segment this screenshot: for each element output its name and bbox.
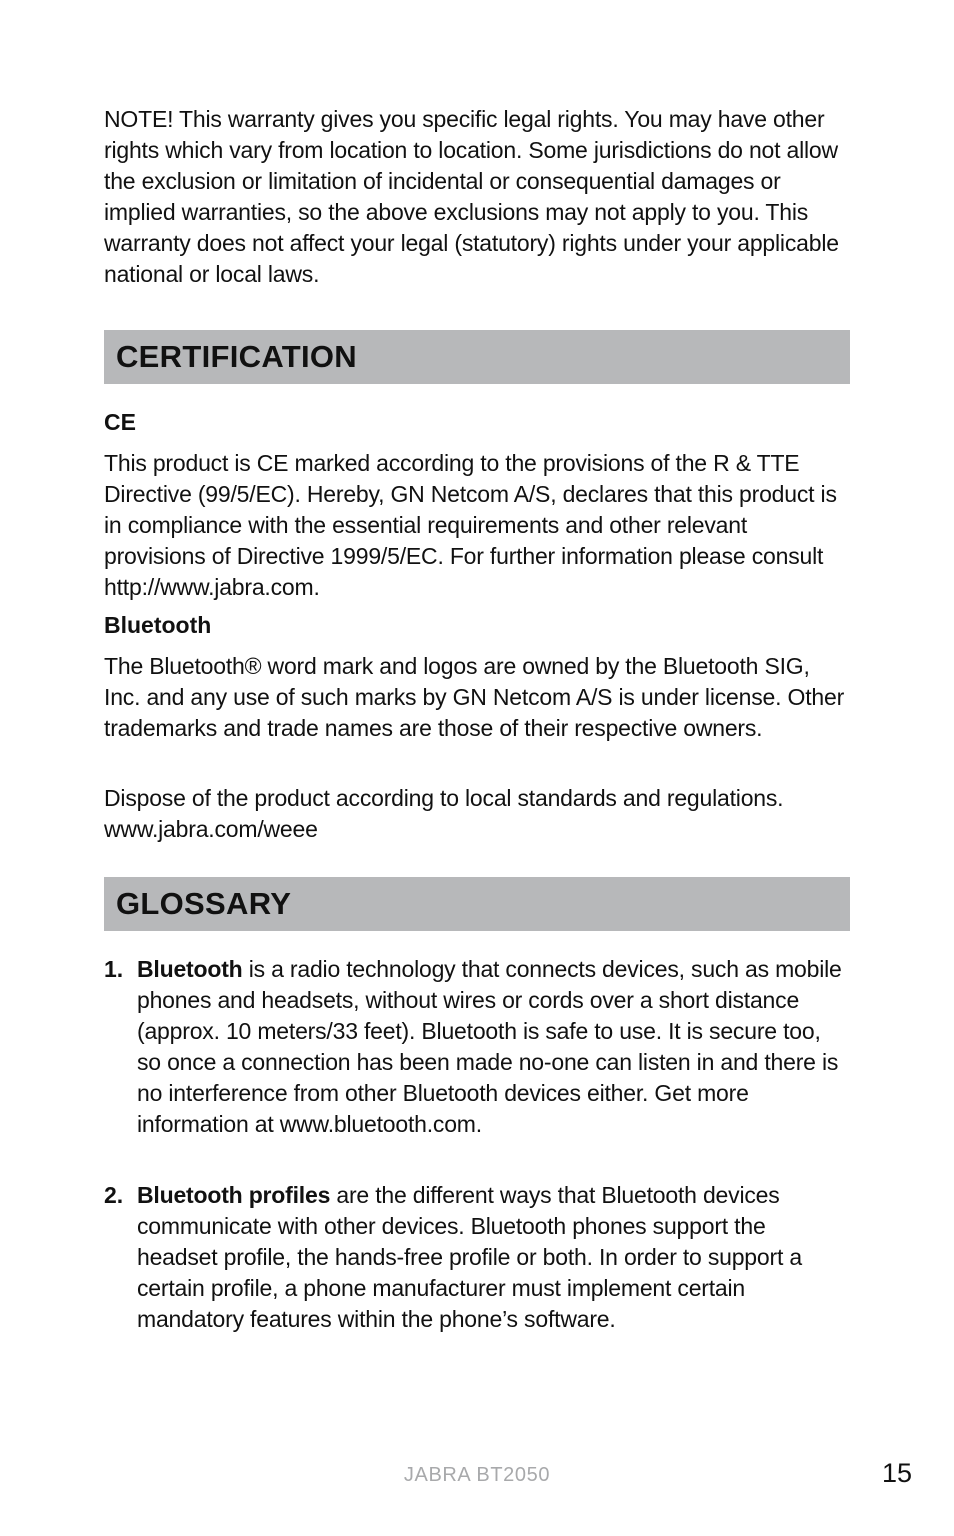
ce-subheading: CE [104, 409, 136, 435]
footer-product-name: JABRA BT2050 [403, 1464, 551, 1486]
weee-link[interactable]: www.jabra.com/weee [104, 816, 318, 842]
page-number: 15 [881, 1458, 912, 1488]
glossary-heading: GLOSSARY [116, 886, 292, 921]
glossary-item [104, 954, 850, 1140]
ce-paragraph: This product is CE marked according to the provisions of the R & TTE Directive (99/5/EC). Hereby, GN Netcom A/S, declares that this product is in compliance with the essential requirements and other relevant provisions of Directive 1999/5/EC. For further information please consult http://www.jabra.com. [104, 450, 837, 600]
certification-heading: CERTIFICATION [116, 339, 357, 374]
glossary-item-number: 1. [104, 956, 124, 982]
glossary-item-text [137, 1180, 850, 1335]
disposal-paragraph [104, 783, 850, 845]
bluetooth-trademark-paragraph: The Bluetooth® word mark and logos are owned by the Bluetooth SIG, Inc. and any use of such marks by GN Netcom A/S is under license. Other trademarks and trade names are those of their respective owners. [104, 653, 845, 741]
warranty-note-paragraph: NOTE! This warranty gives you specific legal rights. You may have other rights which vary from location to location. Some jurisdictions do not allow the exclusion or limitation of incidental or consequential damages or implied warranties, so the above exclusions may not apply to you. This warranty does not affect your legal (statutory) rights under your applicable national or local laws. [104, 106, 839, 287]
glossary-item-number: 2. [104, 1182, 124, 1208]
glossary-item [104, 1180, 850, 1335]
glossary-item-text [137, 954, 850, 1140]
glossary-definition: is a radio technology that connects devices, such as mobile phones and headsets, without wires or cords over a short distance (approx. 10 meters/33 feet). Bluetooth is safe to use. It is secure too, so once a connection has been made no-one can listen in and there is no interference from other Bluetooth devices either. Get more information at www.bluetooth.com. [137, 956, 842, 1137]
glossary-term: Bluetooth profiles [137, 1182, 331, 1208]
disposal-line: Dispose of the product according to local standards and regulations. [104, 785, 784, 811]
bluetooth-subheading: Bluetooth [104, 612, 212, 638]
glossary-definition: are the different ways that Bluetooth devices communicate with other devices. Bluetooth phones support the headset profile, the hands-free profile or both. In order to support a certain profile, a phone manufacturer must implement certain mandatory features within the phone’s software. [137, 1182, 802, 1332]
glossary-section-header [104, 877, 850, 931]
glossary-term: Bluetooth [137, 956, 243, 982]
certification-section-header [104, 330, 850, 384]
